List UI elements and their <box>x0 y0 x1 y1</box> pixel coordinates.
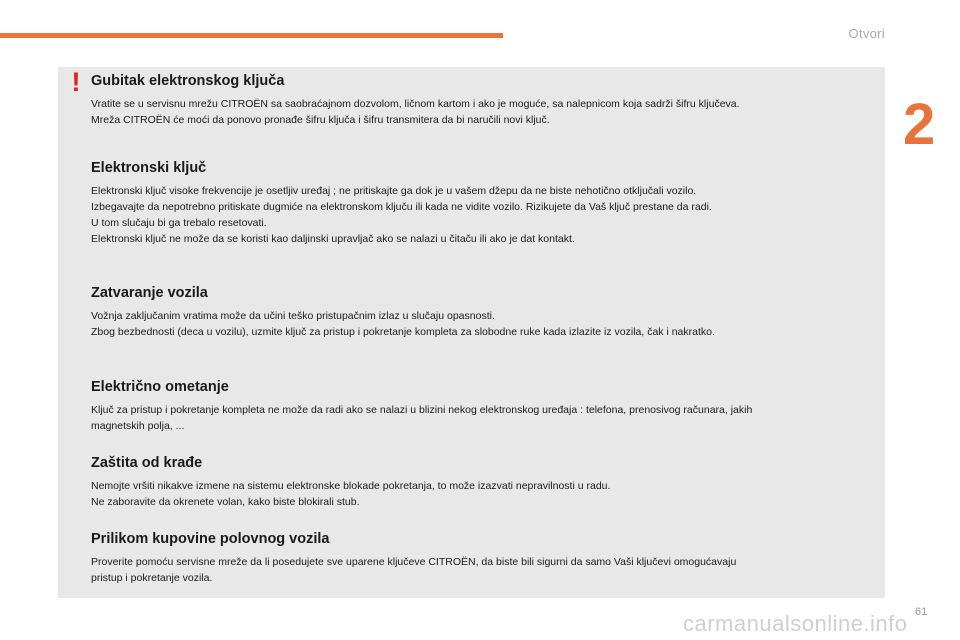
text-line: U tom slučaju bi ga trebalo resetovati. <box>91 217 267 229</box>
text-line: Vožnja zaključanim vratima može da učini teško pristupačnim izlaz u slučaju opasnosti. <box>91 310 495 322</box>
section-heading: Zaštita od krađe <box>91 455 203 471</box>
section-text <box>91 308 871 340</box>
text-line: Vratite se u servisnu mrežu CITROËN sa saobraćajnom dozvolom, ličnom kartom i ako je moguće, sa nalepnicom koja sadrži šifru ključeva. <box>91 98 740 110</box>
text-line: Elektronski ključ visoke frekvencije je osetljiv uređaj ; ne pritiskajte ga dok je u vašem džepu da ne biste nehotično otključali vozilo. <box>91 185 697 197</box>
section-text <box>91 478 871 510</box>
section-title: Otvori <box>848 26 885 41</box>
text-line: Nemojte vršiti nikakve izmene na sistemu elektronske blokade pokretanja, to može izazvati nepravilnosti u radu. <box>91 480 611 492</box>
section-anti-theft <box>91 455 871 510</box>
text-line: magnetskih polja, ... <box>91 420 185 432</box>
text-line: Zbog bezbednosti (deca u vozilu), uzmite ključ za pristup i pokretanje kompleta za slobodne ruke kada izlazite iz vozila, čak i nakratko. <box>91 326 715 338</box>
text-line: Proverite pomoću servisne mreže da li posedujete sve uparene ključeve CITROËN, da biste bili sigurni da samo Vaši ključevi omogućavaju <box>91 556 737 568</box>
text-line: Elektronski ključ ne može da se koristi kao daljinski upravljač ako se nalazi u čitaču ili ako je dat kontakt. <box>91 233 575 245</box>
text-line: Izbegavajte da nepotrebno pritiskate dugmiće na elektronskom ključu ili kada ne vidite vozilo. Rizikujete da Vaš ključ prestane da radi. <box>91 201 712 213</box>
page-number: 61 <box>915 606 928 618</box>
section-text <box>91 96 871 128</box>
section-heading: Elektronski ključ <box>91 160 207 176</box>
section-lost-key <box>91 73 871 128</box>
section-electrical-interference <box>91 379 871 434</box>
text-line: Mreža CITROËN će moći da ponovo pronađe šifru ključa i šifru transmitera da bi naručili novi ključ. <box>91 114 550 126</box>
exclamation-icon: ! <box>71 67 81 97</box>
section-heading: Zatvaranje vozila <box>91 285 208 301</box>
section-electronic-key <box>91 160 871 247</box>
section-locking-vehicle <box>91 285 871 340</box>
section-text <box>91 183 871 247</box>
header-accent-bar <box>0 33 503 38</box>
section-used-vehicle <box>91 531 871 586</box>
section-heading: Prilikom kupovine polovnog vozila <box>91 531 330 547</box>
chapter-number: 2 <box>903 92 936 157</box>
text-line: pristup i pokretanje vozila. <box>91 572 213 584</box>
section-text <box>91 402 871 434</box>
text-line: Ključ za pristup i pokretanje kompleta ne može da radi ako se nalazi u blizini nekog elektronskog uređaja : telefona, prenosivog računara, jakih <box>91 404 753 416</box>
text-line: Ne zaboravite da okrenete volan, kako biste blokirali stub. <box>91 496 360 508</box>
section-heading: Gubitak elektronskog ključa <box>91 73 285 89</box>
section-text <box>91 554 871 586</box>
watermark: carmanualsonline.info <box>683 611 908 636</box>
section-heading: Električno ometanje <box>91 379 229 395</box>
